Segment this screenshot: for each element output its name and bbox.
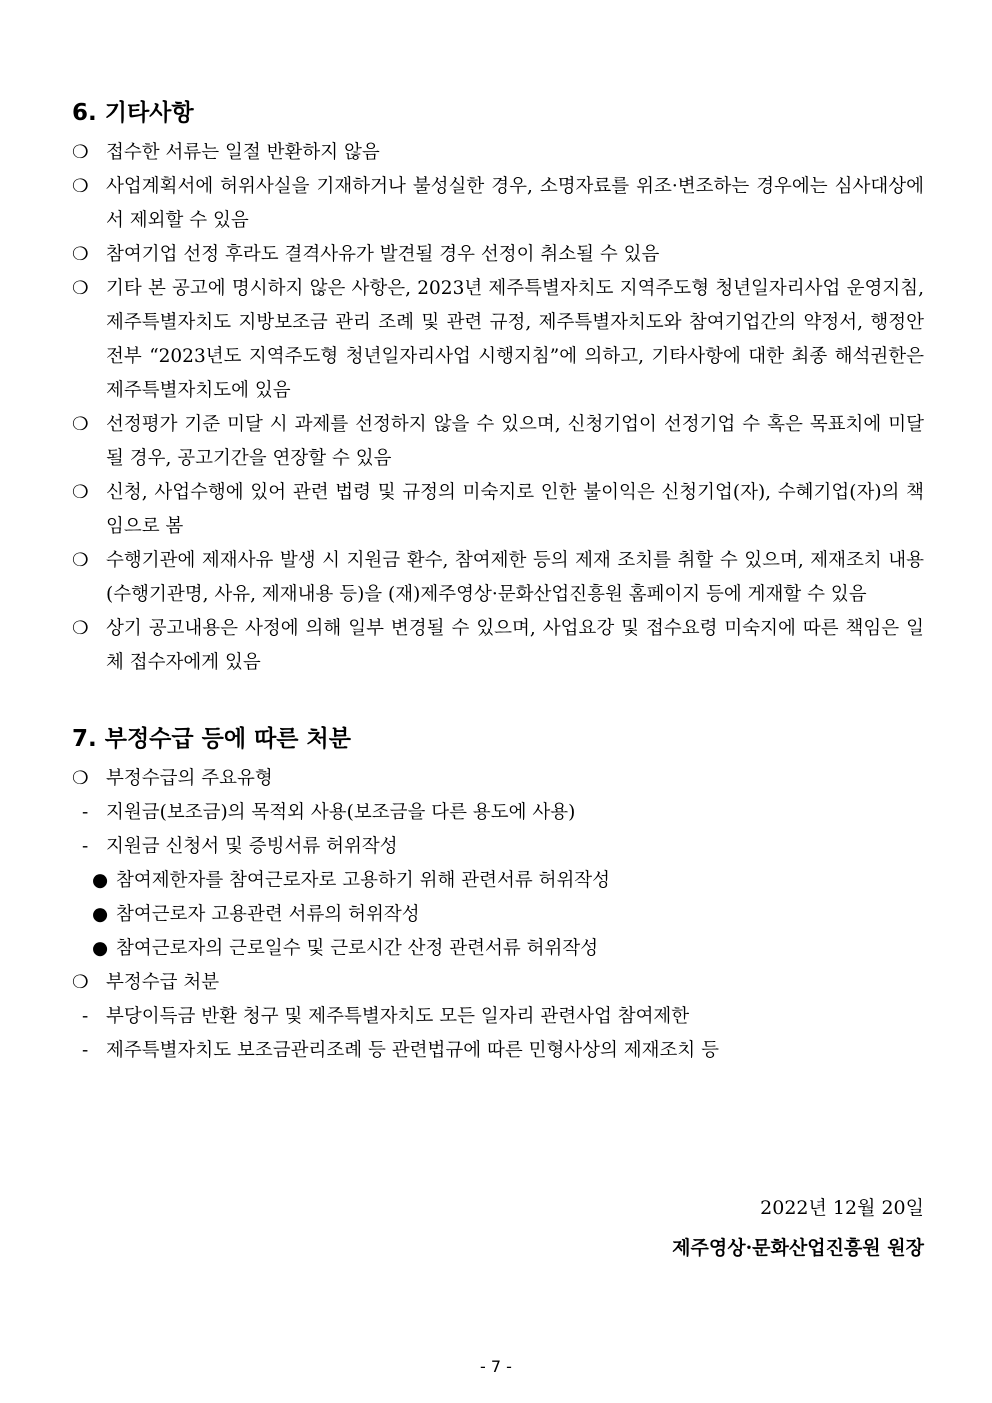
circle-bullet-icon: ❍ xyxy=(72,618,89,639)
list-item xyxy=(72,932,924,966)
list-item-text: 제주특별자치도 보조금관리조례 등 관련법규에 따른 민형사상의 제재조치 등 xyxy=(106,1040,720,1061)
list-item xyxy=(72,238,924,272)
circle-bullet-icon: ❍ xyxy=(72,550,89,571)
circle-bullet-icon: ❍ xyxy=(72,142,89,163)
list-item-text: 참여기업 선정 후라도 결격사유가 발견될 경우 선정이 취소될 수 있음 xyxy=(106,244,660,265)
section-6 xyxy=(72,96,924,680)
list-item xyxy=(72,1000,924,1034)
list-item-text: 선정평가 기준 미달 시 과제를 선정하지 않을 수 있으며, 신청기업이 선정기업 수 혹은 목표치에 미달될 경우, 공고기간을 연장할 수 있음 xyxy=(106,414,924,469)
list-item xyxy=(72,898,924,932)
subheading xyxy=(72,966,924,1000)
subheading-text: 부정수급의 주요유형 xyxy=(106,768,273,789)
list-item xyxy=(72,136,924,170)
circle-bullet-icon: ❍ xyxy=(72,244,89,265)
dot-bullet-icon: ● xyxy=(92,904,109,925)
list-item-text: 기타 본 공고에 명시하지 않은 사항은, 2023년 제주특별자치도 지역주도형 청년일자리사업 운영지침, 제주특별자치도 지방보조금 관리 조례 및 관련 규정, 제주특별자치도와 참여기업간의 약정서, 행정안전부 “2023년도 지역주도형 청년일자리사업 시행지침”에 의하고, 기타사항에 대한 최종 해석권한은 제주특별자치도에 있음 xyxy=(106,278,924,401)
circle-bullet-icon: ❍ xyxy=(72,278,89,299)
circle-bullet-icon: ❍ xyxy=(72,768,89,789)
issuer-name: 제주영상·문화산업진흥원 원장 xyxy=(672,1237,924,1259)
list-item-text: 부당이득금 반환 청구 및 제주특별자치도 모든 일자리 관련사업 참여제한 xyxy=(106,1006,690,1027)
list-item xyxy=(72,476,924,544)
dot-bullet-icon: ● xyxy=(92,870,109,891)
list-item-text: 접수한 서류는 일절 반환하지 않음 xyxy=(106,142,380,163)
list-item xyxy=(72,612,924,680)
dash-bullet-icon: - xyxy=(82,802,89,823)
document-page xyxy=(72,96,924,1068)
list-item-text: 신청, 사업수행에 있어 관련 법령 및 규정의 미숙지로 인한 불이익은 신청기업(자), 수혜기업(자)의 책임으로 봄 xyxy=(106,482,924,537)
list-item xyxy=(72,796,924,830)
issue-date: 2022년 12월 20일 xyxy=(760,1197,924,1219)
list-item xyxy=(72,272,924,408)
list-item-text: 참여제한자를 참여근로자로 고용하기 위해 관련서류 허위작성 xyxy=(116,870,611,891)
circle-bullet-icon: ❍ xyxy=(72,972,89,993)
list-item xyxy=(72,864,924,898)
dash-bullet-icon: - xyxy=(82,1006,89,1027)
section-6-title: 6. 기타사항 xyxy=(72,100,194,126)
section-7-title: 7. 부정수급 등에 따른 처분 xyxy=(72,726,351,752)
list-item xyxy=(72,408,924,476)
list-item-text: 사업계획서에 허위사실을 기재하거나 불성실한 경우, 소명자료를 위조·변조하는 경우에는 심사대상에서 제외할 수 있음 xyxy=(106,176,924,231)
list-item-text: 지원금 신청서 및 증빙서류 허위작성 xyxy=(106,836,398,857)
list-item-text: 참여근로자의 근로일수 및 근로시간 산정 관련서류 허위작성 xyxy=(116,938,599,959)
circle-bullet-icon: ❍ xyxy=(72,176,89,197)
circle-bullet-icon: ❍ xyxy=(72,414,89,435)
list-item-text: 상기 공고내용은 사정에 의해 일부 변경될 수 있으며, 사업요강 및 접수요령 미숙지에 따른 책임은 일체 접수자에게 있음 xyxy=(106,618,924,673)
section-7 xyxy=(72,722,924,1068)
list-item xyxy=(72,544,924,612)
list-item xyxy=(72,170,924,238)
list-item-text: 수행기관에 제재사유 발생 시 지원금 환수, 참여제한 등의 제재 조치를 취할 수 있으며, 제재조치 내용(수행기관명, 사유, 제재내용 등)을 (재)제주영상·문화산업진흥원 홈페이지 등에 게재할 수 있음 xyxy=(106,550,924,605)
list-item-text: 참여근로자 고용관련 서류의 허위작성 xyxy=(116,904,420,925)
signature-block xyxy=(672,1188,924,1268)
list-item xyxy=(72,830,924,864)
list-item-text: 지원금(보조금)의 목적외 사용(보조금을 다른 용도에 사용) xyxy=(106,802,576,823)
dash-bullet-icon: - xyxy=(82,836,89,857)
circle-bullet-icon: ❍ xyxy=(72,482,89,503)
page-number: - 7 - xyxy=(480,1357,512,1376)
list-item xyxy=(72,1034,924,1068)
dot-bullet-icon: ● xyxy=(92,938,109,959)
subheading xyxy=(72,762,924,796)
dash-bullet-icon: - xyxy=(82,1040,89,1061)
subheading-text: 부정수급 처분 xyxy=(106,972,220,993)
